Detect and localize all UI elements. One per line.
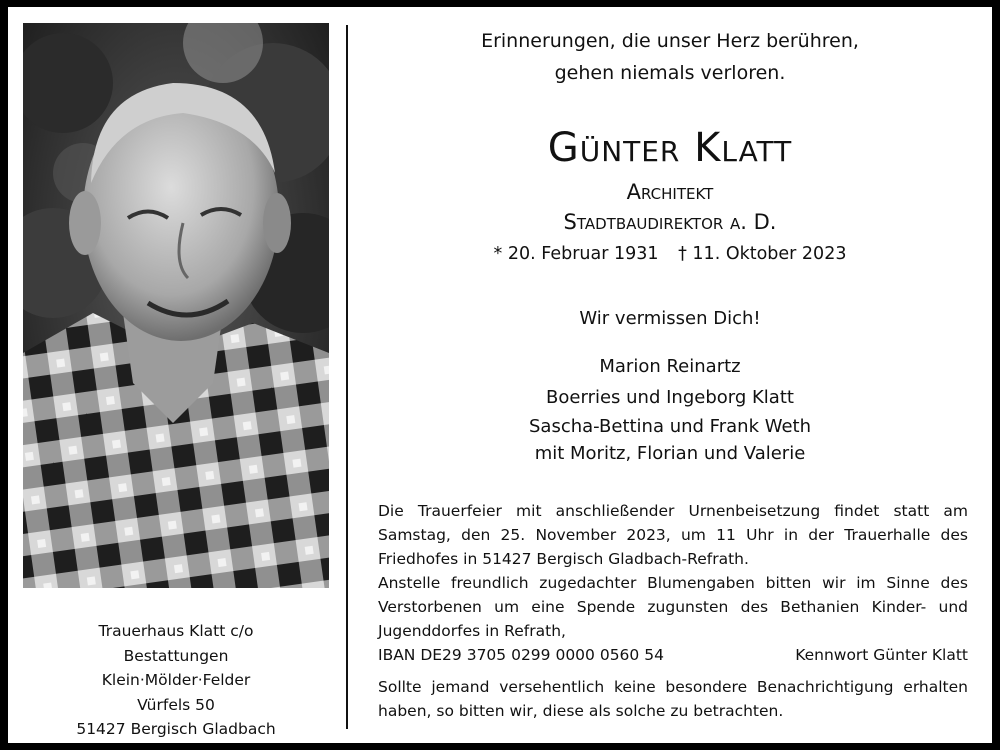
obituary-page <box>8 7 992 743</box>
mourner: Marion Reinartz <box>599 356 741 377</box>
closing-note: Sollte jemand versehentlich keine besondere Benachrichtigung erhalten haben, so bitten wir, diese als solche zu betrachten. <box>378 678 968 720</box>
donation-request: Anstelle freundlich zugedachter Blumengaben bitten wir im Sinne des Verstorbenen um eine Spende zugunsten des Bethanien Kinder- und Jugenddorfes in Refrath, <box>378 574 968 640</box>
address-line: Vürfels 50 <box>137 695 215 714</box>
deceased-name: Günter Klatt <box>547 125 793 171</box>
portrait-photo-icon <box>23 23 329 588</box>
memorial-quote <box>362 25 978 89</box>
address-line: Trauerhaus Klatt c/o <box>98 622 254 640</box>
iban: IBAN DE29 3705 0299 0000 0560 54 <box>378 646 664 664</box>
donation-keyword: Kennwort Günter Klatt <box>795 646 968 664</box>
address-line: Bestattungen <box>123 646 229 665</box>
ceremony-info: Die Trauerfeier mit anschließender Urnenbeisetzung findet statt am Samstag, den 25. November 2023, um 11 Uhr in der Trauerhalle des Friedhofes in 51427 Bergisch Gladbach-Refrath. <box>378 502 968 568</box>
birth-date: * 20. Februar 1931 <box>493 244 659 264</box>
mourners-list <box>362 351 978 467</box>
mourner: mit Moritz, Florian und Valerie <box>534 443 806 464</box>
address-line: Klein·Mölder·Felder <box>101 671 251 689</box>
quote-line: gehen niemals verloren. <box>554 62 786 84</box>
death-date: † 11. Oktober 2023 <box>678 244 847 264</box>
funeral-home-address <box>23 619 329 742</box>
farewell-message: Wir vermissen Dich! <box>579 308 761 329</box>
deceased-titles <box>362 177 978 237</box>
funeral-notice <box>378 499 968 723</box>
life-dates <box>362 244 978 264</box>
quote-line: Erinnerungen, die unser Herz berühren, <box>481 30 859 52</box>
vertical-divider <box>346 25 348 729</box>
bank-details <box>378 643 968 667</box>
official-title: Stadtbaudirektor a. D. <box>563 210 777 234</box>
mourner: Sascha-Bettina und Frank Weth <box>529 416 811 437</box>
mourner: Boerries und Ingeborg Klatt <box>546 387 794 408</box>
address-line: 51427 Bergisch Gladbach <box>76 720 276 738</box>
profession: Architekt <box>626 180 714 204</box>
